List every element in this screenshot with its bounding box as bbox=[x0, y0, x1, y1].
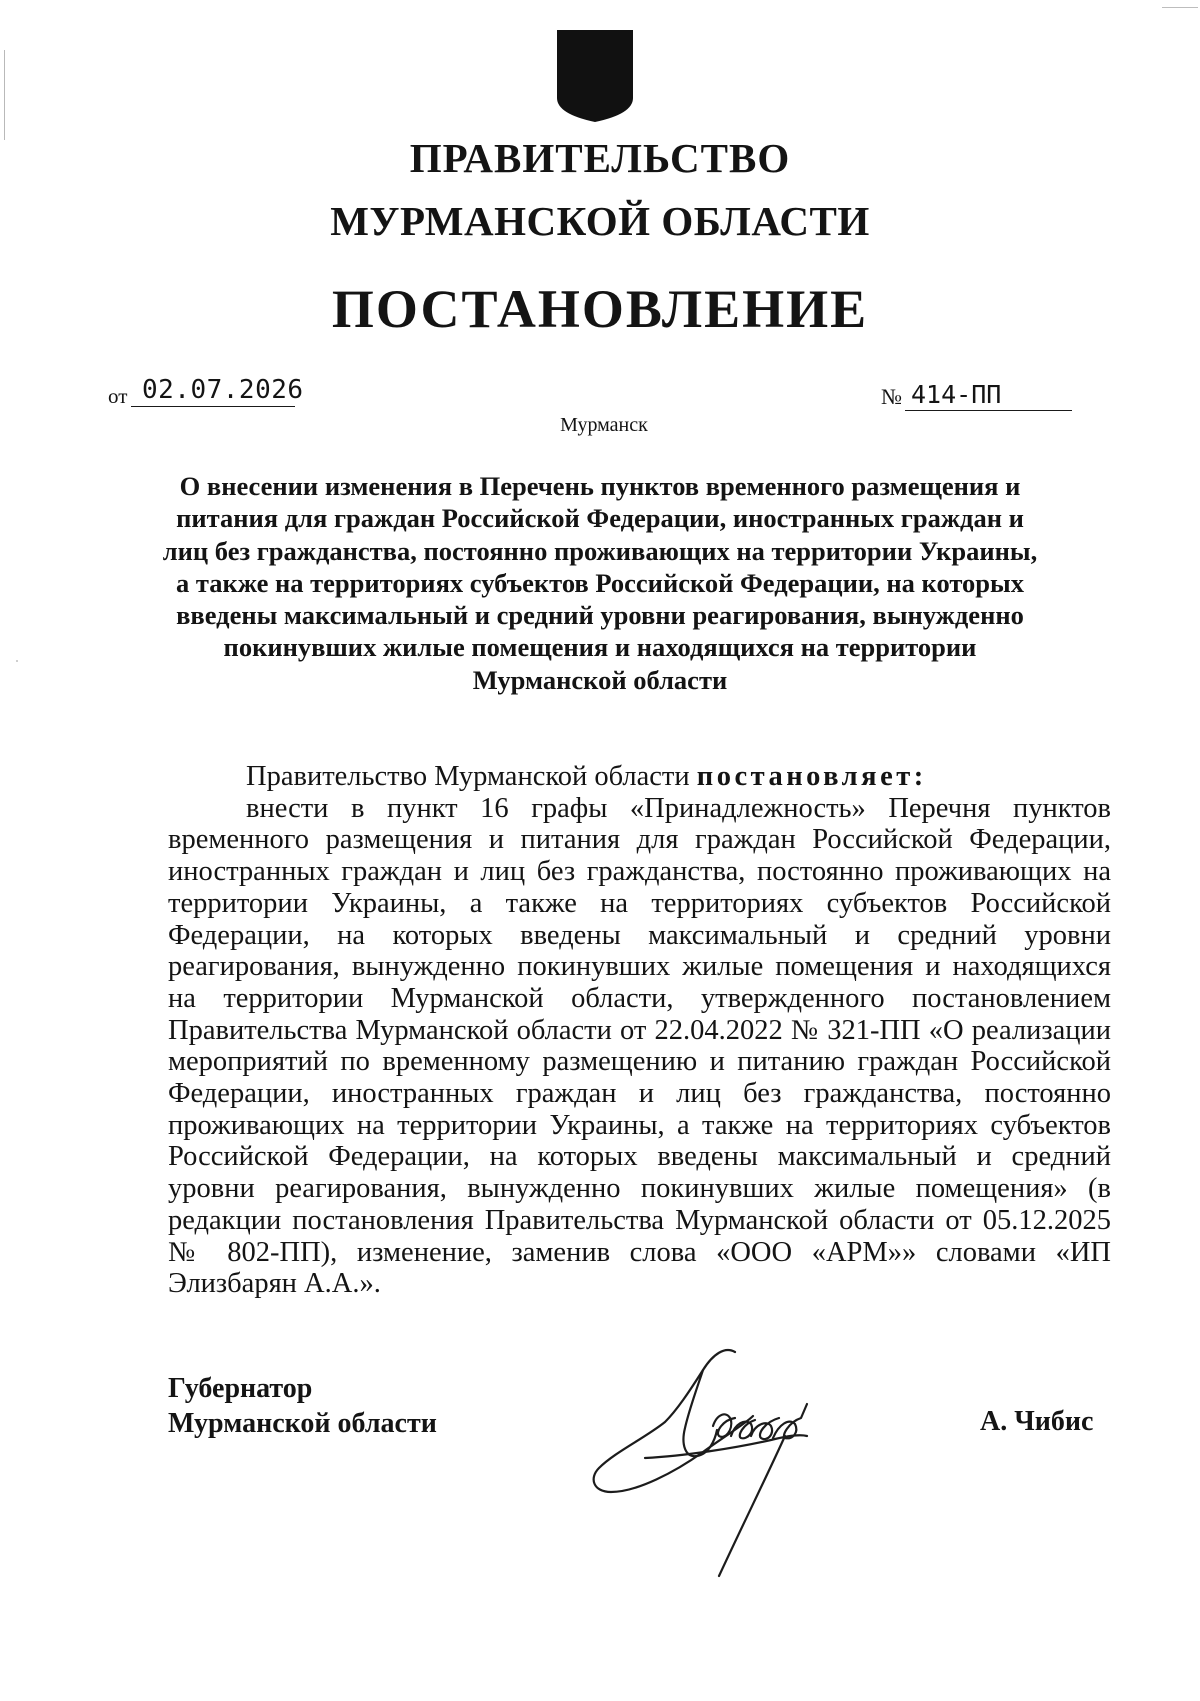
city-line bbox=[0, 414, 1200, 437]
resolution-text: внести в пункт 16 графы «Принадлежность» Перечня пунктов временного размещения и питания для граждан Российской Федерации, иностранных граждан и лиц без гражданства, постоянно проживающих на территории Украины, а также на территориях субъектов Российской Федерации, на которых введены максимальный и средний уровни реагирования, вынужденно покинувших жилые помещения и находящихся на территории Мурманской области, утвержденного постановлением Правительства Мурманской области от 22.04.2022 № 321-ПП «О реализации мероприятий по временному размещению и питанию граждан Российской Федерации, иностранных граждан и лиц без гражданства, постоянно проживающих на территории Украины, а также на территориях субъектов Российской Федерации, на которых введены максимальный и средний уровни реагирования, вынужденно покинувших жилые помещения» (в редакции постановления Правительства Мурманской области от 05.12.2025 № 802-ПП), изменение, заменив слова «ООО «АРМ»» словами «ИП Элизбарян А.А.». bbox=[168, 792, 1111, 1300]
signatory-position bbox=[168, 1371, 437, 1441]
org-name-line2: МУРМАНСКОЙ ОБЛАСТИ bbox=[330, 198, 870, 244]
title-line: а также на территориях субъектов Российской Федерации, на которых bbox=[176, 567, 1024, 598]
title-line: лиц без гражданства, постоянно проживающих на территории Украины, bbox=[162, 535, 1038, 566]
resolution-intro bbox=[168, 761, 1111, 793]
position-line1: Губернатор bbox=[168, 1373, 313, 1404]
document-number: 414-ПП bbox=[911, 380, 1002, 409]
scan-artifact bbox=[4, 50, 5, 140]
title-line: введены максимальный и средний уровни реагирования, вынужденно bbox=[176, 600, 1024, 631]
document-body bbox=[168, 761, 1111, 1300]
position-line2: Мурманской области bbox=[168, 1408, 437, 1439]
number-label: № bbox=[881, 384, 902, 409]
document-date: 02.07.2026 bbox=[142, 375, 304, 405]
title-line: питания для граждан Российской Федерации, иностранных граждан и bbox=[176, 503, 1024, 534]
signatory-name: А. Чибис bbox=[980, 1406, 1094, 1437]
document-type: ПОСТАНОВЛЕНИЕ bbox=[331, 279, 869, 339]
city: Мурманск bbox=[560, 414, 648, 436]
intro-text: Правительство Мурманской области bbox=[246, 761, 697, 792]
date-label: от bbox=[108, 384, 128, 408]
scan-artifact bbox=[1162, 7, 1198, 8]
handwritten-signature-icon bbox=[585, 1340, 855, 1585]
document-title bbox=[160, 470, 1040, 696]
resolves-word: постановляет bbox=[696, 761, 914, 792]
title-line: Мурманской области bbox=[472, 664, 728, 695]
scan-artifact bbox=[16, 660, 18, 662]
intro-colon: : bbox=[913, 761, 927, 792]
org-name-line1: ПРАВИТЕЛЬСТВО bbox=[409, 135, 791, 181]
title-line: покинувших жилые помещения и находящихся на территории bbox=[223, 632, 977, 663]
title-line: О внесении изменения в Перечень пунктов временного размещения и bbox=[179, 471, 1021, 501]
coat-of-arms-icon bbox=[555, 28, 635, 124]
